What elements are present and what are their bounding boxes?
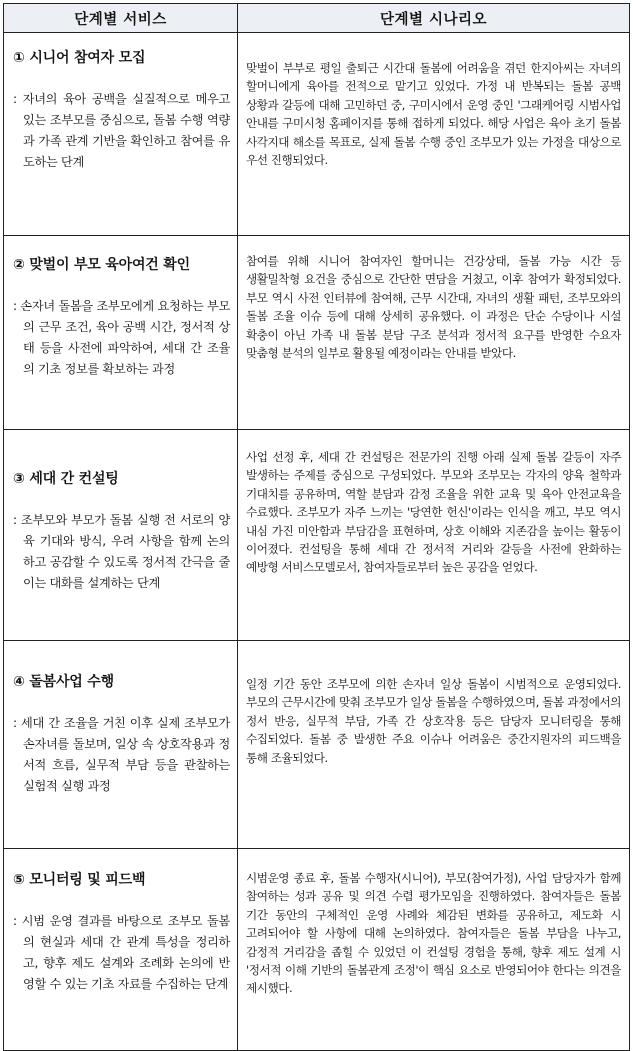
service-title: ⑤ 모니터링 및 피드백: [13, 872, 146, 888]
service-cell: [4, 641, 238, 849]
scenario-cell: [238, 33, 630, 236]
service-cell: [4, 849, 238, 1051]
table-row: [4, 236, 630, 430]
scenario-text: 일정 기간 동안 조부모에 의한 손자녀 일상 돌봄이 시범적으로 운영되었다. 부모의 근무시간에 맞춰 조부모가 일상 돌봄을 수행하였으며, 돌봄 과정에서의 정서 반응, 실무적 부담, 가족 간 상호작용 등은 담당자 모니터링을 통해 수집되었다. 돌봄 중 발생한 주요 이슈나 어려움은 중간지원자의 피드백을 통해 조율되었다.: [246, 677, 621, 765]
scenario-text: 시범운영 종료 후, 돌봄 수행자(시니어), 부모(참여가정), 사업 담당자가 함께 참여하는 성과 공유 및 의견 수렴 평가모임을 진행하였다. 참여자들은 돌봄 기간 동안의 구체적인 운영 사례와 체감된 변화를 공유하고, 제도화 시 고려되어야 할 사항에 대해 논의하였다. 참여자들은 돌봄 부담을 나누고, 감정적 거리감을 좁힐 수 있었던 이 컨설팅 경험을 통해, 향후 제도 설계 시 '정서적 이해 기반의 돌봄관계 조정'이 핵심 요소로 반영되어야 한다는 의견을 제시했다.: [246, 871, 621, 996]
scenario-cell: [238, 430, 630, 641]
table-row: [4, 33, 630, 236]
service-cell: [4, 430, 238, 641]
service-description: : 시범 운영 결과를 바탕으로 조부모 돌봄의 현실과 세대 간 관계 특성을 정리하고, 향후 제도 설계와 조례화 논의에 반영할 수 있는 기초 자료를 수집하는 단계: [13, 914, 230, 991]
scenario-cell: [238, 849, 630, 1051]
service-description: : 손자녀 돌봄을 조부모에게 요청하는 부모의 근무 조건, 육아 공백 시간, 정서적 상태 등을 사전에 파악하여, 세대 간 조율의 기초 정보를 확보하는 과정: [13, 299, 230, 376]
service-description: : 자녀의 육아 공백을 실질적으로 메우고 있는 조부모를 중심으로, 돌봄 수행 역량과 가족 관계 기반을 확인하고 참여를 유도하는 단계: [13, 92, 230, 169]
service-title: ③ 세대 간 컨설팅: [13, 471, 119, 487]
table-row: [4, 641, 630, 849]
service-title: ④ 돌봄사업 수행: [13, 674, 114, 690]
table-header-row: [4, 4, 630, 33]
table-row: [4, 430, 630, 641]
header-scenario: 단계별 시나리오: [238, 4, 630, 33]
service-title: ② 맞벌이 부모 육아여건 확인: [13, 257, 190, 273]
service-description: : 조부모와 부모가 돌봄 실행 전 서로의 양육 기대와 방식, 우려 사항을 함께 논의하고 공감할 수 있도록 정서적 간극을 줄이는 대화를 설계하는 단계: [13, 513, 230, 590]
scenario-text: 사업 선정 후, 세대 간 컨설팅은 전문가의 진행 아래 실제 돌봄 갈등이 자주 발생하는 주제를 중심으로 구성되었다. 부모와 조부모는 각자의 양육 철학과 기대치를 공유하며, 역할 분담과 감정 조율을 위한 교육 및 육아 안전교육을 수료했다. 조부모가 자주 느끼는 '당연한 헌신'이라는 인식을 깨고, 부모 역시 내심 가진 미안함과 부담감을 표현하며, 상호 이해와 지존감을 높이는 활동이 이어졌다. 컨설팅을 통해 세대 간 정서적 거리와 갈등을 사전에 완화하는 예방형 서비스모델로서, 참여자들로부터 높은 공감을 얻었다.: [246, 450, 621, 575]
header-service: 단계별 서비스: [4, 4, 238, 33]
scenario-cell: [238, 236, 630, 430]
service-description: : 세대 간 조율을 거친 이후 실제 조부모가 손자녀를 돌보며, 일상 속 상호작용과 정서적 흐름, 실무적 부담 등을 관찰하는 실험적 실행 과정: [13, 716, 230, 793]
scenario-text: 맞벌이 부부로 평일 출퇴근 시간대 돌봄에 어려움을 겪던 한지아씨는 자녀의 할머니에게 육아를 전적으로 맡기고 있었다. 가정 내 반복되는 돌봄 공백 상황과 갈등에 대해 고민하던 중, 구미시에서 운영 중인 '그래케어링 시범사업 안내를 구미시청 홈페이지를 통해 접하게 되었다. 해당 사업은 육아 초기 돌봄 사각지대 해소를 목표로, 실제 돌봄 수행 중인 조부모가 있는 가정을 대상으로 우선 진행되었다.: [246, 61, 621, 168]
service-scenario-table: [3, 3, 630, 1051]
scenario-cell: [238, 641, 630, 849]
table-row: [4, 849, 630, 1051]
document-page: [3, 3, 629, 1051]
service-title: ① 시니어 참여자 모집: [13, 50, 146, 66]
scenario-text: 참여를 위해 시니어 참여자인 할머니는 건강상태, 돌봄 가능 시간 등 생활밀착형 요건을 중심으로 간단한 면담을 거쳤고, 이후 참여가 확정되었다. 부모 역시 사전 인터뷰에 참여해, 근무 시간대, 자녀의 생활 패턴, 조부모와의 돌봄 조율 이슈 등에 대해 상세히 공유했다. 이 과정은 단순 수당이나 시설 확충이 아닌 가족 내 돌봄 분담 구조 분석과 정서적 요구를 반영한 수요자 맞춤형 분석의 일부로 활용될 예정이라는 안내를 받았다.: [246, 254, 621, 361]
service-cell: [4, 33, 238, 236]
service-cell: [4, 236, 238, 430]
